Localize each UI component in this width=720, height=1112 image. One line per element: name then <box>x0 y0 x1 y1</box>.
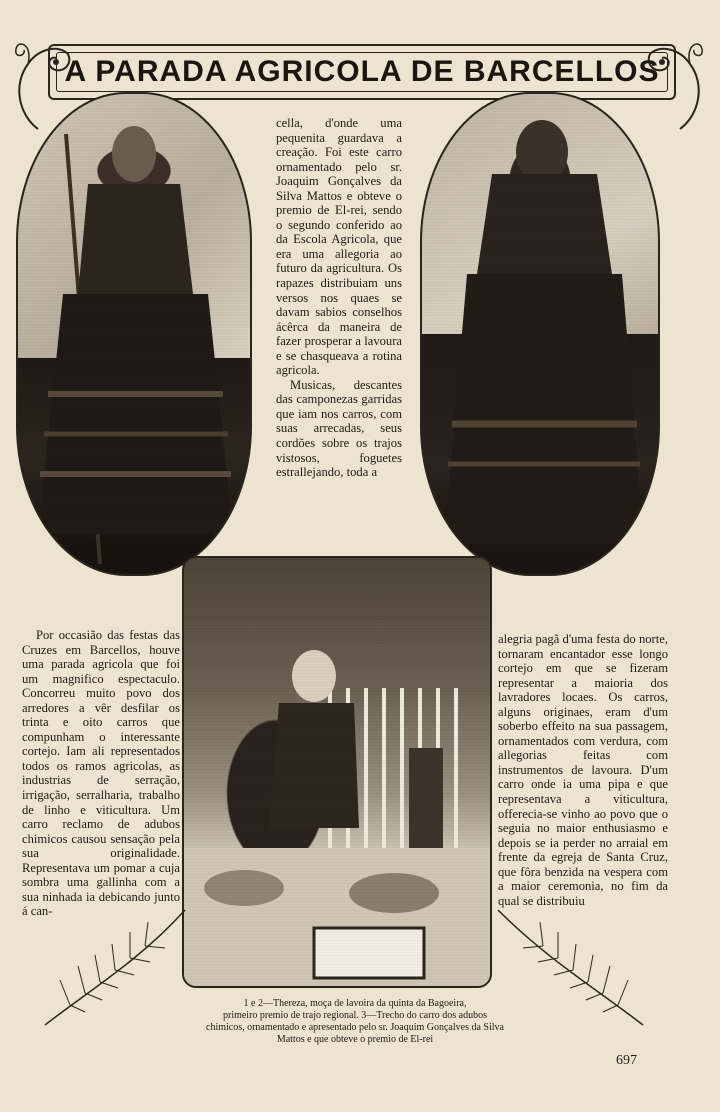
photo-fertilizer-cart <box>182 556 492 988</box>
paragraph: Por occasião das festas das Cruzes em Barcellos, houve uma parada agricola que foi um magnifico espectaculo. Concorreu muito povo dos arredores a vêr desfilar os trinta e oito carros que compunham o interessante cortejo. Iam ali representados todos os ramos agricolas, as industrias de serração, irrigação, serralharia, trabalho de linho e viticultura. Um carro reclamo de adubos chimicos causou sensação pela sua originalidade. Representava um pomar a cuja sombra uma gallinha com a sua ninhada ia debicando junto á can- <box>22 628 180 919</box>
text-column-right <box>498 632 668 908</box>
paragraph: Musicas, descantes das camponezas garridas que iam nos carros, com suas arrecadas, seus cordões sobre os trajos vistosos, foguetes estrallejando, toda a <box>276 377 402 480</box>
paragraph: cella, d'onde uma pequenita guardava a creação. Foi este carro ornamentado pelo sr. Joaquim Gonçalves da Silva Mattos e obteve o premio de El-rei, sendo o segundo conferido ao da Escola Agricola, que era uma allegoria ao futuro da agricultura. Os rapazes distribuiam uns versos nos quaes se davam sabios conselhos ácêrca da maneira de fazer prosperar a lavoura e se chasqueava a rotina agricola. <box>276 116 402 378</box>
caption-line: Mattos e que obteve o premio de El-rei <box>276 1034 434 1045</box>
text-column-top <box>276 116 402 480</box>
caption-line: chimicos, ornamentado e apresentado pelo sr. Joaquim Gonçalves da Silva <box>206 1022 504 1033</box>
photo-woman-with-staff <box>16 92 252 576</box>
page-number: 697 <box>616 1053 637 1068</box>
photo-woman-with-headscarf <box>420 92 660 576</box>
caption-line: primeiro premio de trajo regional. 3—Trecho do carro dos adubos <box>222 1010 487 1021</box>
paragraph: alegria pagã d'uma festa do norte, tornaram encantador esse longo cortejo em que se fizeram representar a maioria dos lavradores locaes. Os carros, alguns originaes, eram d'um soberbo effeito na sua passagem, ornamentados com verdura, com allegorias feitas com instrumentos de lavoura. D'um carro onde ia uma pipa e que representava a viticultura, offerecia-se vinho ao povo que o seguia no maior enthusiasmo e depois se ia perder no arraial em frente da egreja de Santa Cruz, que fôra benzida na vespera com a maior ceremonia, no fim da qual se distribuiu <box>498 632 668 908</box>
caption-line: 1 e 2—Thereza, moça de lavoira da quinta da Bagoeira, <box>243 998 467 1009</box>
text-column-left <box>22 628 180 919</box>
page-title: A PARADA AGRICOLA DE BARCELLOS <box>64 55 660 88</box>
photo-caption <box>160 998 550 1046</box>
